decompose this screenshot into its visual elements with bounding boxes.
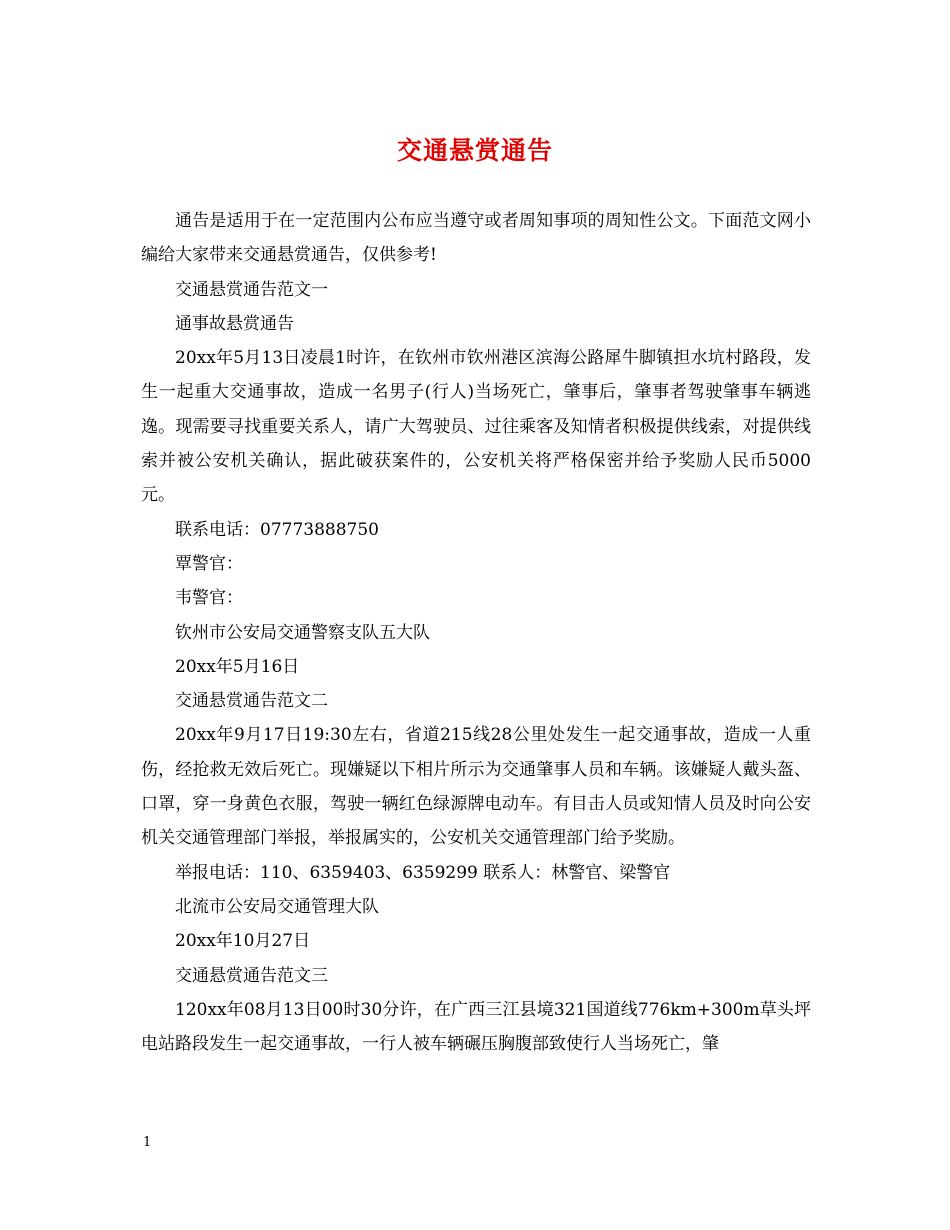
contact-phone: 联系电话：07773888750 xyxy=(175,519,379,540)
issuer: 钦州市公安局交通警察支队五大队 xyxy=(175,622,430,643)
issue-date: 20xx年10月27日 xyxy=(175,931,311,952)
notice-heading: 通事故悬赏通告 xyxy=(175,313,294,334)
paragraph: 20xx年9月17日19:30左右，省道215线28公里处发生一起交通事故，造成一人重伤，经抢救无效后死亡。现嫌疑以下相片所示为交通肇事人员和车辆。该嫌疑人戴头盔、口罩，穿一身黄色衣服，驾驶一辆红色绿源牌电动车。有目击人员或知情人员及时向公安机关交通管理部门举报，举报属实的，公安机关交通管理部门给予奖励。 xyxy=(141,725,811,849)
document-body xyxy=(141,204,811,1061)
contact-officer: 韦警官： xyxy=(175,588,243,609)
contact-phone: 举报电话：110、6359403、6359299 联系人：林警官、梁警官 xyxy=(175,862,671,883)
page-number: 1 xyxy=(143,1135,152,1150)
paragraph: 通告是适用于在一定范围内公布应当遵守或者周知事项的周知性公文。下面范文网小编给大家带来交通悬赏通告，仅供参考! xyxy=(141,211,811,266)
document-title: 交通悬赏通告 xyxy=(396,136,553,165)
issuer: 北流市公安局交通管理大队 xyxy=(175,896,379,917)
paragraph: 20xx年5月13日凌晨1时许，在钦州市钦州港区滨海公路犀牛脚镇担水坑村路段，发生一起重大交通事故，造成一名男子(行人)当场死亡，肇事后，肇事者驾驶肇事车辆逃逸。现需要寻找重要关系人，请广大驾驶员、过往乘客及知情者积极提供线索，对提供线索并被公安机关确认，据此破获案件的，公安机关将严格保密并给予奖励人民币5000元。 xyxy=(141,348,811,506)
contact-officer: 覃警官： xyxy=(175,553,243,574)
section-heading: 交通悬赏通告范文二 xyxy=(175,691,328,712)
paragraph: 120xx年08月13日00时30分许，在广西三江县境321国道线776km+300m草头坪电站路段发生一起交通事故，一行人被车辆碾压胸腹部致使行人当场死亡，肇 xyxy=(141,999,811,1055)
issue-date: 20xx年5月16日 xyxy=(175,656,300,677)
section-heading: 交通悬赏通告范文三 xyxy=(175,965,328,986)
section-heading: 交通悬赏通告范文一 xyxy=(175,279,328,300)
